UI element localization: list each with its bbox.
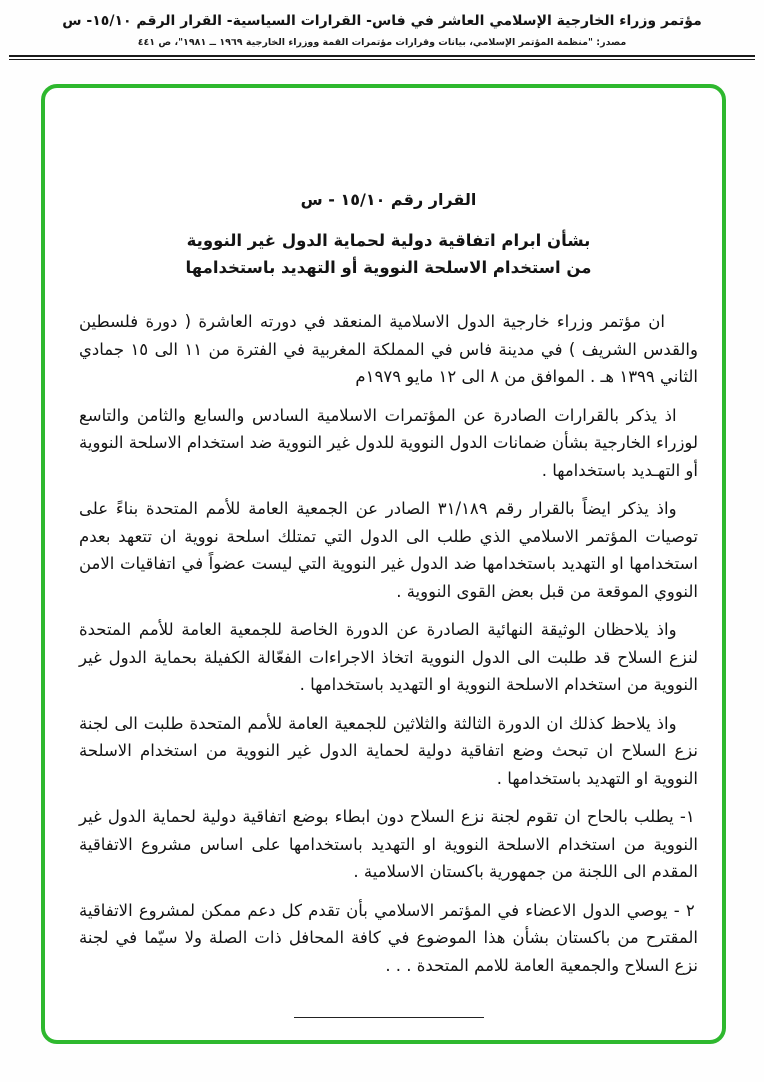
header-source-line: مصدر: "منظمة المؤتمر الإسلامي، بيانات وقرارات مؤتمرات القمة ووزراء الخارجية ١٩٦٩ ــ ١٩٨١"، ص ٤٤١	[137, 37, 627, 48]
paragraph-noting: واذ يلاحظان الوثيقة النهائية الصادرة عن الدورة الخاصة للجمعية العامة للأمم المتحدة لنزع السلاح قد طلبت الى الدول النووية اتخاذ الاجراءات الفعّالة الكفيلة بحماية الدول غير النووية من استخدام الاسلحة النووية او التهديد باستخدامها .	[79, 620, 698, 694]
resolution-number-title: القرار رقم ١٥/١٠ - س	[300, 190, 477, 209]
header-divider	[9, 55, 755, 60]
resolution-subject-line2: من استخدام الاسلحة النووية أو التهديد باستخدامها	[185, 258, 592, 277]
paragraph-recalling-also: واذ يذكر ايضاً بالقرار رقم ٣١/١٨٩ الصادر عن الجمعية العامة للأمم المتحدة بناءً على توصيات المؤتمر الاسلامي الذي طلب الى الدول التي تمتلك اسلحة نووية ان تتعهد بعدم استخدامها او التهديد باستخدامها ضد الدول غير النووية التي ليست عضواً في اتفاقيات الامن النووي الموقعة من قبل بعض القوى النووية .	[79, 499, 698, 601]
document-border-frame	[41, 84, 726, 1044]
page-header	[0, 0, 764, 48]
end-divider	[294, 1017, 484, 1018]
document-body	[45, 88, 722, 1018]
operative-paragraph-2: ٢ - يوصي الدول الاعضاء في المؤتمر الاسلامي بأن تقدم كل دعم ممكن لمشروع الاتفاقية المقترح من باكستان بشأن هذا الموضوع في كافة المحافل ذات الصلة ولا سيّما في لجنة نزع السلاح والجمعية العامة للامم المتحدة . . .	[79, 900, 698, 975]
operative-paragraph-1: ١- يطلب بالحاح ان تقوم لجنة نزع السلاح دون ابطاء بوضع اتفاقية دولية لحماية الدول غير النووية من استخدام الاسلحة النووية او التهديد باستخدامها على اساس مشروع الاتفاقية المقدم الى اللجنة من جمهورية باكستان الاسلامية .	[79, 807, 698, 881]
paragraph-preamble: ان مؤتمر وزراء خارجية الدول الاسلامية المنعقد في دورته العاشرة ( دورة فلسطين والقدس الشريف ) في مدينة فاس في المملكة المغربية في الفترة من ١١ الى ١٥ جمادي الثاني ١٣٩٩ هـ . الموافق من ٨ الى ١٢ مايو ١٩٧٩م	[79, 312, 698, 386]
paragraph-recalling: اذ يذكر بالقرارات الصادرة عن المؤتمرات الاسلامية السادس والسابع والثامن والتاسع لوزراء الخارجية بشأن ضمانات الدول النووية للدول غير النووية ضد استخدام الاسلحة النووية أو التهـديد باستخدامها .	[79, 405, 698, 480]
paragraph-noting-also: واذ يلاحظ كذلك ان الدورة الثالثة والثلاثين للجمعية العامة للأمم المتحدة طلبت الى لجنة نزع السلاح ان تبحث وضع اتفاقية دولية لحماية الدول غير النووية من استخدام الاسلحة النووية او التهديد باستخدامها .	[79, 713, 698, 788]
header-title: مؤتمر وزراء الخارجية الإسلامي العاشر في فاس- القرارات السياسية- القرار الرقم ١٥/١٠- س	[62, 13, 702, 29]
resolution-subject-line1: بشأن ابرام اتفاقية دولية لحماية الدول غير النووية	[186, 231, 591, 250]
